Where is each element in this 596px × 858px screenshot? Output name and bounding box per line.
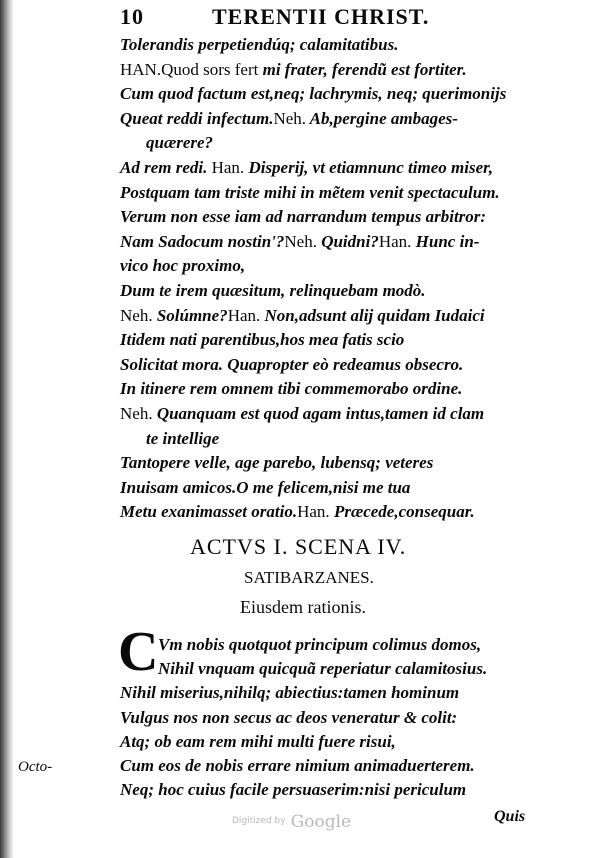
verse-text: quærere? [146,133,214,153]
verse-line [120,755,550,777]
verse-text: Tolerandis perpetiendúq; calamitatibus. [120,35,399,54]
verse-text: Itidem nati parentibus,hos mea fatis scio [120,330,405,350]
verse-text: Atq; ob eam rem mihi multi fuere risui, [120,731,396,751]
catchword: Quis [494,808,526,825]
verse-text: Nam Sadocum nostin'? [120,231,285,251]
verse-line [120,83,550,105]
verse-line [120,280,550,302]
page-binding-shadow [0,0,14,858]
verse-line [120,682,550,704]
verse-text: vico hoc proximo, [120,256,246,276]
speaker-abbreviation: Quod sors fert [161,59,263,79]
verse-line [120,707,550,729]
verse-line [120,477,550,499]
speaker-abbreviation: Han. [227,305,261,325]
verse-text: Quidni? [316,231,379,251]
verse-line [120,157,550,179]
verse-line [158,658,588,680]
verse-text: Solúmne? [152,305,228,325]
digitization-watermark [232,812,362,838]
verse-line [120,231,550,253]
verse-text: Postquam tam triste mihi in mẽtem venit spectaculum. [120,182,500,202]
verse-text: Verum non esse iam ad narrandum tempus arbitror: [120,207,487,227]
verse-line [120,378,550,400]
verse-text: Nihil miserius,nihilq; abiectius:tamen hominum [120,683,460,703]
watermark-prefix: Digitized by [232,816,286,826]
verse-text: Disperij, vt etiamnunc timeo miser, [244,158,494,177]
verse-text: Queat reddi infectum. [120,108,274,128]
speaker-abbreviation: Neh. [120,305,153,325]
act-scene-heading: ACTVS I. SCENA IV. [190,534,407,559]
verse-text: Non,adsunt alij quidam Iudaici [260,305,485,325]
speaker-abbreviation: Han. [297,502,330,522]
verse-text: te intellige [146,428,220,448]
speaker-abbreviation: Han. [378,231,412,251]
verse-line [120,34,550,56]
verse-text: Quanquam est quod agam intus,tamen id clam [152,404,485,423]
verse-text: Ab,pergine ambages- [306,108,458,128]
verse-line [120,779,550,801]
verse-line [120,255,550,277]
speaker-abbreviation: Neh. [120,404,153,423]
verse-line [120,501,550,523]
verse-text: Vulgus nos non secus ac deos veneratur & colit: [120,707,458,727]
verse-line [120,354,550,376]
verse-text: Dum te irem quæsitum, relinquebam modò. [120,281,426,300]
speaker-abbreviation: Neh. [284,231,317,251]
verse-line [146,428,576,450]
verse-line [120,108,550,130]
verse-text: Cum quod factum est,neq; lachrymis, neq; querimonijs [120,84,507,104]
verse-line [146,132,576,154]
running-title: TERENTII CHRIST. [212,4,430,29]
verse-text: Præcede,consequar. [329,502,475,522]
verse-line [120,403,550,425]
verse-text: Hunc in- [411,231,480,251]
verse-line [158,634,588,656]
drop-cap: C [118,621,159,683]
verse-text: Vm nobis quotquot principum colimus domos, [158,635,482,654]
verse-text: Solicitat mora. Quapropter eò redeamus obsecro. [120,354,464,374]
margin-speaker-label: Octo- [18,759,53,775]
speaker-abbreviation: Han. [211,158,245,177]
scene-speaker-heading: SATIBARZANES. [244,568,374,587]
verse-text: Nihil vnquam quicquã reperiatur calamitosius. [158,659,488,679]
watermark-brand: Google [290,812,352,832]
verse-text: mi frater, ferendũ est fortiter. [262,59,467,79]
speaker-abbreviation: Neh. [273,108,307,128]
verse-line [120,206,550,228]
verse-text: Inuisam amicos.O me felicem,nisi me tua [120,477,411,497]
verse-text: Cum eos de nobis errare nimium animaduerterem. [120,756,475,775]
verse-text: Tantopere velle, age parebo, lubensq; veteres [120,453,434,473]
verse-text: Neq; hoc cuius facile persuaserim:nisi periculum [120,780,467,800]
verse-line [120,182,550,204]
running-head [120,4,560,28]
verse-text: Ad rem redi. [120,158,212,177]
speaker-abbreviation: HAN. [120,59,162,79]
verse-line [120,452,550,474]
scene-subheading: Eiusdem rationis. [240,597,366,617]
verse-line [120,329,550,351]
verse-line [120,59,550,81]
verse-text: In itinere rem omnem tibi commemorabo ordine. [120,379,463,399]
page-number: 10 [120,4,144,29]
verse-line [120,731,550,753]
verse-line [120,305,550,327]
verse-text: Metu exanimasset oratio. [120,502,298,522]
